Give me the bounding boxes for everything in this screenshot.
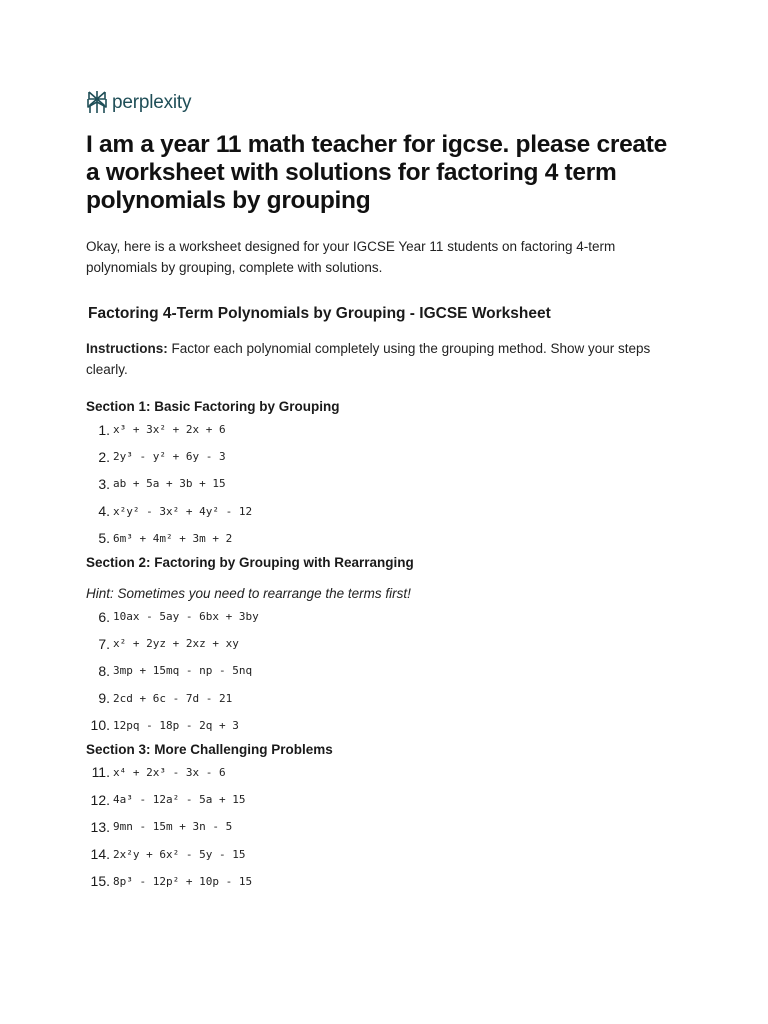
problem-item — [86, 603, 686, 630]
section-2-problem-list — [86, 603, 686, 739]
problem-expression: 12pq - 18p - 2q + 3 — [113, 718, 239, 732]
problem-number: 3. — [98, 475, 110, 492]
problem-expression: 2x²y + 6x² - 5y - 15 — [113, 847, 246, 861]
problem-item — [86, 786, 686, 813]
problem-item — [86, 712, 686, 739]
document-page — [86, 88, 686, 895]
problem-item — [86, 443, 686, 470]
section-3-problem-list — [86, 759, 686, 895]
problem-expression: 3mp + 15mq - np - 5nq — [113, 664, 253, 678]
instructions-label: Instructions: — [86, 341, 168, 356]
problem-item — [86, 416, 686, 443]
problem-expression: 2y³ - y² + 6y - 3 — [113, 450, 226, 464]
problem-expression: 9mn - 15m + 3n - 5 — [113, 820, 233, 834]
section-2-hint: Hint: Sometimes you need to rearrange the terms first! — [86, 585, 411, 601]
perplexity-logo-icon — [86, 90, 108, 114]
problem-expression: x² + 2yz + 2xz + xy — [113, 637, 239, 651]
instructions-text: Factor each polynomial completely using the grouping method. Show your steps clearly. — [86, 341, 651, 377]
problem-number: 5. — [98, 530, 110, 547]
problem-expression: x³ + 3x² + 2x + 6 — [113, 423, 226, 437]
worksheet-title: Factoring 4-Term Polynomials by Grouping - IGCSE Worksheet — [88, 305, 551, 322]
instructions — [86, 338, 686, 380]
section-3-heading: Section 3: More Challenging Problems — [86, 741, 333, 757]
problem-number: 8. — [98, 662, 110, 679]
problem-expression: 6m³ + 4m² + 3m + 2 — [113, 531, 233, 545]
problem-number: 7. — [98, 635, 110, 652]
problem-item — [86, 498, 686, 525]
problem-item — [86, 525, 686, 552]
brand-name: perplexity — [112, 91, 192, 113]
problem-number: 4. — [98, 503, 110, 520]
problem-number: 13. — [90, 818, 110, 835]
problem-item — [86, 868, 686, 895]
problem-number: 14. — [90, 846, 110, 863]
problem-item — [86, 470, 686, 497]
problem-number: 2. — [98, 448, 110, 465]
problem-expression: 4a³ - 12a² - 5a + 15 — [113, 793, 246, 807]
problem-expression: ab + 5a + 3b + 15 — [113, 477, 226, 491]
problem-expression: 8p³ - 12p² + 10p - 15 — [113, 874, 253, 888]
problem-item — [86, 813, 686, 840]
intro-paragraph: Okay, here is a worksheet designed for your IGCSE Year 11 students on factoring 4-term polynomials by grouping, complete with solutions. — [86, 239, 616, 275]
problem-number: 15. — [90, 873, 110, 890]
problem-number: 9. — [98, 690, 110, 707]
problem-number: 12. — [90, 791, 110, 808]
problem-number: 10. — [90, 717, 110, 734]
problem-number: 6. — [98, 608, 110, 625]
section-1-problem-list — [86, 416, 686, 552]
section-1-heading: Section 1: Basic Factoring by Grouping — [86, 399, 340, 414]
problem-item — [86, 759, 686, 786]
problem-item — [86, 630, 686, 657]
problem-item — [86, 657, 686, 684]
brand-header — [86, 88, 686, 116]
problem-expression: x²y² - 3x² + 4y² - 12 — [113, 504, 253, 518]
problem-expression: 2cd + 6c - 7d - 21 — [113, 691, 233, 705]
problem-number: 1. — [98, 421, 110, 438]
problem-item — [86, 685, 686, 712]
problem-expression: 10ax - 5ay - 6bx + 3by — [113, 610, 259, 624]
problem-expression: x⁴ + 2x³ - 3x - 6 — [113, 765, 226, 779]
section-2-heading: Section 2: Factoring by Grouping with Rearranging — [86, 554, 414, 570]
page-title: I am a year 11 math teacher for igcse. please create a worksheet with solutions for factoring 4 term polynomials by grouping — [86, 131, 667, 214]
problem-number: 11. — [91, 764, 110, 781]
problem-item — [86, 840, 686, 867]
